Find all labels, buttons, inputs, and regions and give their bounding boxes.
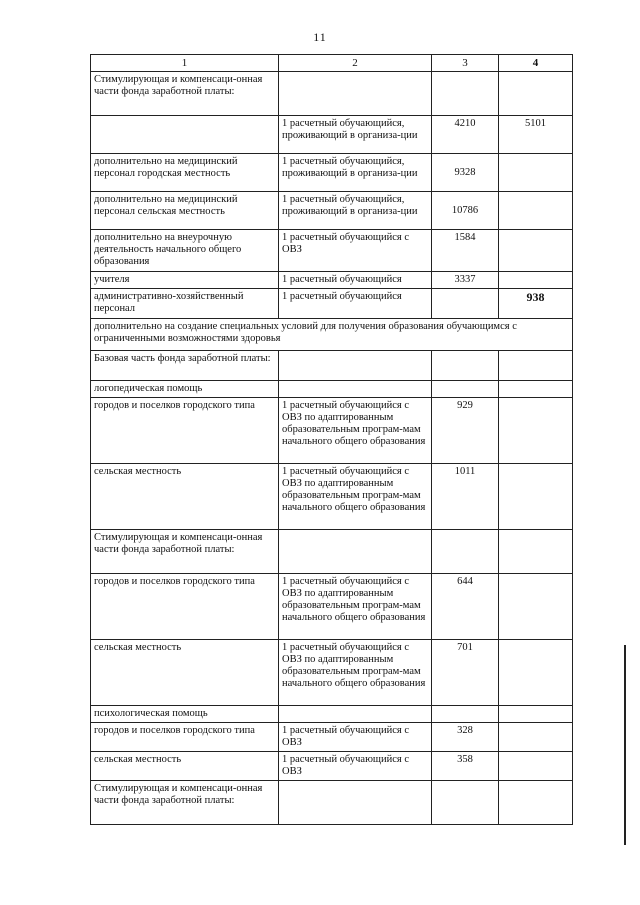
row-value-alt — [499, 192, 573, 230]
row-value — [432, 381, 499, 398]
row-label: городов и поселков городского типа — [91, 574, 279, 640]
table-row — [91, 272, 573, 289]
row-label: сельская местность — [91, 640, 279, 706]
row-unit: 1 расчетный обучающийся — [279, 289, 432, 319]
row-label: административно-хозяйственный персонал — [91, 289, 279, 319]
row-value: 929 — [432, 398, 499, 464]
tariff-table — [90, 54, 573, 825]
row-unit: 1 расчетный обучающийся, проживающий в организа-ции — [279, 192, 432, 230]
row-label: Базовая часть фонда заработной платы: — [91, 351, 279, 381]
row-unit: 1 расчетный обучающийся с ОВЗ — [279, 723, 432, 752]
row-unit — [279, 381, 432, 398]
row-value-alt — [499, 351, 573, 381]
row-label: дополнительно на медицинский персонал городская местность — [91, 154, 279, 192]
row-label: Стимулирующая и компенсаци-онная части фонда заработной платы: — [91, 530, 279, 574]
row-unit — [279, 351, 432, 381]
row-unit: 1 расчетный обучающийся с ОВЗ по адаптированным образовательным програм-мам начального общего образования — [279, 398, 432, 464]
row-unit: 1 расчетный обучающийся, проживающий в организа-ции — [279, 154, 432, 192]
row-value — [432, 706, 499, 723]
row-value-alt — [499, 781, 573, 825]
row-value: 4210 — [432, 116, 499, 154]
table-row — [91, 192, 573, 230]
table-row — [91, 398, 573, 464]
row-label: городов и поселков городского типа — [91, 723, 279, 752]
page-number: 11 — [313, 30, 327, 44]
row-value-alt — [499, 72, 573, 116]
row-label: логопедическая помощь — [91, 381, 279, 398]
row-unit — [279, 781, 432, 825]
row-value-alt — [499, 398, 573, 464]
row-label — [91, 116, 279, 154]
column-header: 4 — [499, 55, 573, 72]
row-value: 358 — [432, 752, 499, 781]
table-row — [91, 706, 573, 723]
row-unit: 1 расчетный обучающийся, проживающий в организа-ции — [279, 116, 432, 154]
column-header: 2 — [279, 55, 432, 72]
table-row — [91, 781, 573, 825]
table-row — [91, 351, 573, 381]
row-value — [432, 351, 499, 381]
table-row — [91, 464, 573, 530]
row-label: Стимулирующая и компенсаци-онная части фонда заработной платы: — [91, 781, 279, 825]
row-value-alt — [499, 154, 573, 192]
table-row — [91, 530, 573, 574]
row-unit: 1 расчетный обучающийся — [279, 272, 432, 289]
row-label: учителя — [91, 272, 279, 289]
row-value-alt — [499, 530, 573, 574]
table-row — [91, 574, 573, 640]
row-value-alt — [499, 723, 573, 752]
row-label: дополнительно на внеурочную деятельность начального общего образования — [91, 230, 279, 272]
row-unit: 1 расчетный обучающийся с ОВЗ — [279, 752, 432, 781]
row-value — [432, 530, 499, 574]
table-row — [91, 230, 573, 272]
row-label: городов и поселков городского типа — [91, 398, 279, 464]
row-unit — [279, 530, 432, 574]
row-unit: 1 расчетный обучающийся с ОВЗ — [279, 230, 432, 272]
table-row — [91, 116, 573, 154]
row-value-alt — [499, 706, 573, 723]
table-row — [91, 289, 573, 319]
table-row — [91, 723, 573, 752]
row-value-alt: 938 — [499, 289, 573, 319]
row-value: 701 — [432, 640, 499, 706]
row-label: психологическая помощь — [91, 706, 279, 723]
row-value: 9328 — [432, 154, 499, 192]
row-value-alt — [499, 640, 573, 706]
row-value: 328 — [432, 723, 499, 752]
row-value — [432, 781, 499, 825]
row-value — [432, 289, 499, 319]
row-label: сельская местность — [91, 464, 279, 530]
table-row-spanning — [91, 319, 573, 351]
row-unit: 1 расчетный обучающийся с ОВЗ по адаптированным образовательным програм-мам начального общего образования — [279, 464, 432, 530]
row-value-alt — [499, 464, 573, 530]
table-header-row — [91, 55, 573, 72]
row-label: дополнительно на медицинский персонал сельская местность — [91, 192, 279, 230]
row-value: 10786 — [432, 192, 499, 230]
table-row — [91, 72, 573, 116]
table-row — [91, 154, 573, 192]
table-row — [91, 381, 573, 398]
table-row — [91, 640, 573, 706]
row-unit: 1 расчетный обучающийся с ОВЗ по адаптированным образовательным програм-мам начального общего образования — [279, 574, 432, 640]
row-unit — [279, 72, 432, 116]
row-value-alt — [499, 272, 573, 289]
column-header: 3 — [432, 55, 499, 72]
row-label: Стимулирующая и компенсаци-онная части фонда заработной платы: — [91, 72, 279, 116]
column-header: 1 — [91, 55, 279, 72]
row-value-alt — [499, 381, 573, 398]
row-value: 1584 — [432, 230, 499, 272]
row-value-alt: 5101 — [499, 116, 573, 154]
row-label: сельская местность — [91, 752, 279, 781]
row-value: 1011 — [432, 464, 499, 530]
row-value-alt — [499, 230, 573, 272]
row-value-alt — [499, 574, 573, 640]
row-unit — [279, 706, 432, 723]
row-unit: 1 расчетный обучающийся с ОВЗ по адаптированным образовательным програм-мам начального общего образования — [279, 640, 432, 706]
section-caption: дополнительно на создание специальных условий для получения образования обучающимся с ограниченными возможностями здоровья — [91, 319, 573, 351]
row-value: 644 — [432, 574, 499, 640]
row-value-alt — [499, 752, 573, 781]
row-value: 3337 — [432, 272, 499, 289]
table-row — [91, 752, 573, 781]
scan-edge-mark — [624, 645, 626, 845]
row-value — [432, 72, 499, 116]
